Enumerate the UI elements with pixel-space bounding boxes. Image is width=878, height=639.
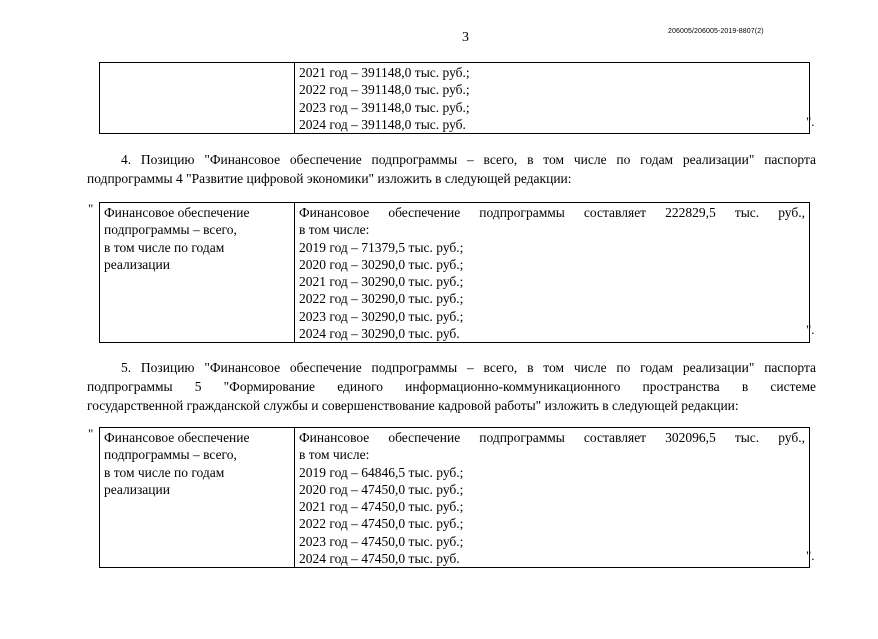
table-continuation-line: 2021 год – 391148,0 тыс. руб.; xyxy=(299,65,470,80)
table-continuation-line: 2023 год – 391148,0 тыс. руб.; xyxy=(299,99,470,115)
paragraph-4-line: 4. Позицию "Финансовое обеспечение подпрограммы – всего, в том числе по годам реализации" паспорта xyxy=(121,152,816,167)
document-id: 206005/206005-2019-8807(2) xyxy=(668,28,764,35)
table-5-right-line: 2020 год – 47450,0 тыс. руб.; xyxy=(299,481,464,497)
table-5-right-line: 2022 год – 47450,0 тыс. руб.; xyxy=(299,516,464,532)
table-continuation xyxy=(99,62,810,134)
table-4-right-line: Финансовое обеспечение подпрограммы составляет 222829,5 тыс. руб., xyxy=(299,205,805,220)
table-continuation-line: 2022 год – 391148,0 тыс. руб.; xyxy=(299,82,470,98)
paragraph-4 xyxy=(87,150,816,188)
table-4-right-cell xyxy=(295,203,810,343)
table-5-left-cell xyxy=(100,428,295,568)
table-5-right-line: Финансовое обеспечение подпрограммы составляет 302096,5 тыс. руб., xyxy=(299,430,805,445)
opening-quote: " xyxy=(88,201,94,216)
paragraph-4-line: подпрограммы 4 "Развитие цифровой экономики" изложить в следующей редакции: xyxy=(87,171,572,186)
closing-quote: ". xyxy=(806,548,815,563)
table-5-left-line: в том числе по годам xyxy=(104,464,225,480)
table-5-right-line: 2021 год – 47450,0 тыс. руб.; xyxy=(299,499,464,515)
table-5-left-line: Финансовое обеспечение xyxy=(104,430,250,445)
table-4-right-line: 2024 год – 30290,0 тыс. руб. xyxy=(299,326,460,342)
table-5-right-line: в том числе: xyxy=(299,447,370,463)
table-5-right-cell xyxy=(295,428,810,568)
table-4-right-line: 2022 год – 30290,0 тыс. руб.; xyxy=(299,291,464,307)
table-5-left-line: подпрограммы – всего, xyxy=(104,447,237,463)
table-4-right-line: 2020 год – 30290,0 тыс. руб.; xyxy=(299,256,464,272)
table-5-right-line: 2024 год – 47450,0 тыс. руб. xyxy=(299,551,460,567)
table-4-right-line: 2019 год – 71379,5 тыс. руб.; xyxy=(299,239,464,255)
paragraph-5-line: 5. Позицию "Финансовое обеспечение подпрограммы – всего, в том числе по годам реализации" паспорта xyxy=(121,360,816,375)
table-4-left-line: в том числе по годам xyxy=(104,239,225,255)
table-subprogram-4 xyxy=(99,202,810,343)
table-4-right-line: 2021 год – 30290,0 тыс. руб.; xyxy=(299,274,464,290)
table-continuation-right-cell xyxy=(295,63,810,134)
table-5-right-line: 2023 год – 47450,0 тыс. руб.; xyxy=(299,533,464,549)
table-4-left-line: Финансовое обеспечение xyxy=(104,205,250,220)
table-continuation-left-cell xyxy=(100,63,295,134)
table-4-right-line: в том числе: xyxy=(299,222,370,238)
table-continuation-line: 2024 год – 391148,0 тыс. руб. xyxy=(299,116,466,132)
paragraph-5-line: подпрограммы 5 "Формирование единого информационно-коммуникационного пространства в системе xyxy=(87,379,816,394)
closing-quote: ". xyxy=(806,114,815,129)
closing-quote: ". xyxy=(806,322,815,337)
table-4-left-cell xyxy=(100,203,295,343)
opening-quote: " xyxy=(88,426,94,441)
table-subprogram-5 xyxy=(99,427,810,568)
table-4-right-line: 2023 год – 30290,0 тыс. руб.; xyxy=(299,308,464,324)
table-5-left-line: реализации xyxy=(104,481,170,497)
paragraph-5 xyxy=(87,358,816,415)
table-5-right-line: 2019 год – 64846,5 тыс. руб.; xyxy=(299,464,464,480)
table-4-left-line: реализации xyxy=(104,256,170,272)
page-number: 3 xyxy=(462,30,469,45)
table-4-left-line: подпрограммы – всего, xyxy=(104,222,237,238)
paragraph-5-line: государственной гражданской службы и совершенствование кадровой работы" изложить в следующей редакции: xyxy=(87,398,739,413)
